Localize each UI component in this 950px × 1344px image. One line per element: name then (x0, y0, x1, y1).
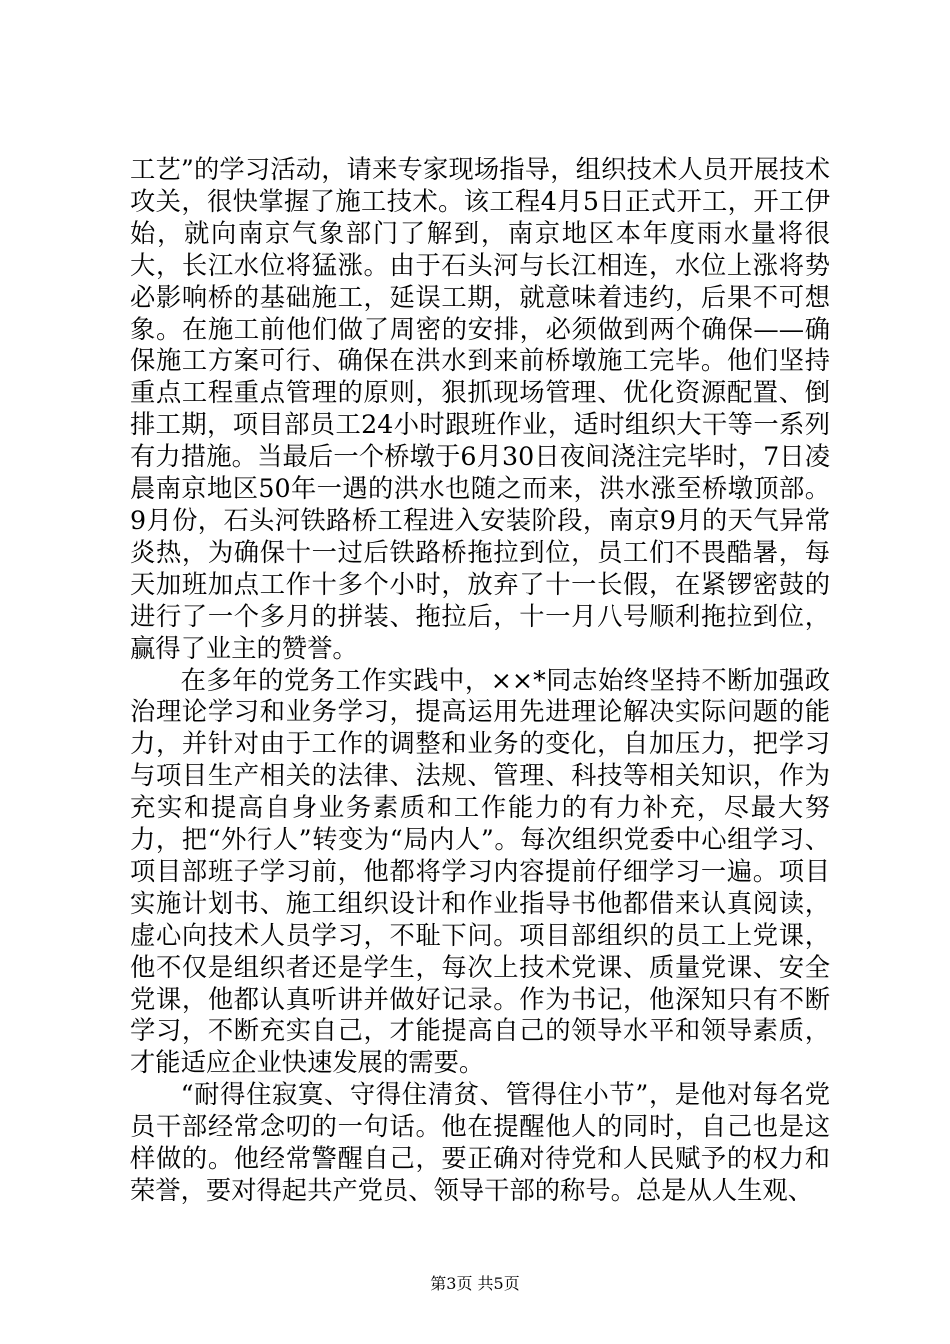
document-body (130, 154, 830, 1207)
page-number-footer: 第3页 共5页 (430, 1274, 520, 1293)
paragraph-2: 在多年的党务工作实践中，××*同志始终坚持不断加强政治理论学习和业务学习，提高运用先进理论解决实际问题的能力，并针对由于工作的调整和业务的变化，自加压力，把学习与项目生产相关的法律、法规、管理、科技等相关知识，作为充实和提高自身业务素质和工作能力的有力补充，尽最大努力，把“外行人”转变为“局内人”。每次组织党委中心组学习、项目部班子学习前，他都将学习内容提前仔细学习一遍。项目实施计划书、施工组织设计和作业指导书他都借来认真阅读，虚心向技术人员学习，不耻下问。项目部组织的员工上党课，他不仅是组织者还是学生，每次上技术党课、质量党课、安全党课，他都认真听讲并做好记录。作为书记，他深知只有不断学习，不断充实自己，才能提高自己的领导水平和领导素质，才能适应企业快速发展的需要。 (130, 665, 830, 1078)
paragraph-1: 工艺”的学习活动，请来专家现场指导，组织技术人员开展技术攻关，很快掌握了施工技术。该工程4月5日正式开工，开工伊始，就向南京气象部门了解到，南京地区本年度雨水量将很大，长江水位将猛涨。由于石头河与长江相连，水位上涨将势必影响桥的基础施工，延误工期，就意味着违约，后果不可想象。在施工前他们做了周密的安排，必须做到两个确保——确保施工方案可行、确保在洪水到来前桥墩施工完毕。他们坚持重点工程重点管理的原则，狠抓现场管理、优化资源配置、倒排工期，项目部员工24小时跟班作业，适时组织大干等一系列有力措施。当最后一个桥墩于6月30日夜间浇注完毕时，7日凌晨南京地区50年一遇的洪水也随之而来，洪水涨至桥墩顶部。9月份，石头河铁路桥工程进入安装阶段，南京9月的天气异常炎热，为确保十一过后铁路桥拖拉到位，员工们不畏酷暑，每天加班加点工作十多个小时，放弃了十一长假，在紧锣密鼓的进行了一个多月的拼装、拖拉后，十一月八号顺利拖拉到位，赢得了业主的赞誉。 (130, 155, 830, 663)
paragraph-3: “耐得住寂寞、守得住清贫、管得住小节”，是他对每名党员干部经常念叨的一句话。他在提醒他人的同时，自己也是这样做的。他经常警醒自己，要正确对待党和人民赋予的权力和荣誉，要对得起共产党员、领导干部的称号。总是从人生观、 (130, 1080, 830, 1205)
